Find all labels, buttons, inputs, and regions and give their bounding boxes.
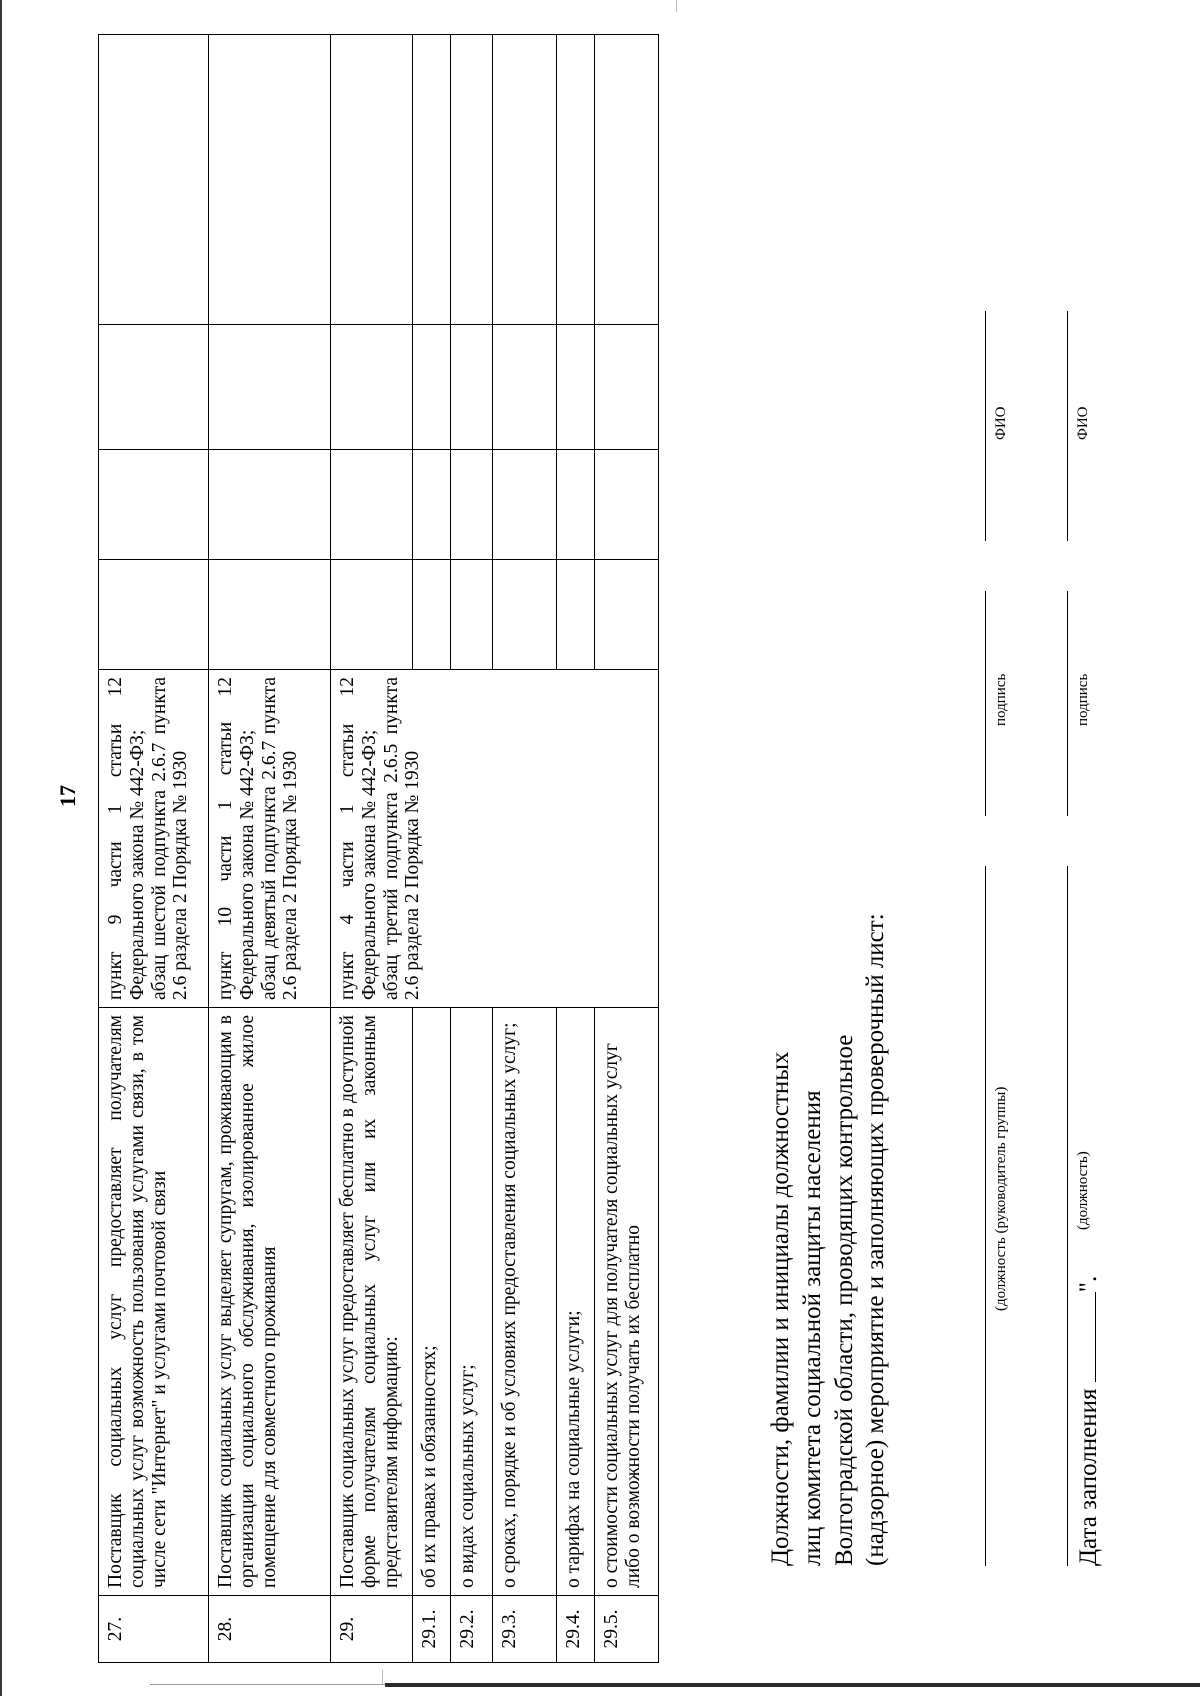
row-number: 29.2. (451, 1596, 493, 1663)
signer-2-signature-line[interactable] (1067, 591, 1068, 816)
answer-no-cell[interactable] (595, 450, 659, 560)
checklist-table (98, 34, 659, 1663)
signer-1-name-line[interactable] (985, 311, 986, 541)
table-row (209, 35, 331, 1663)
answer-yes-cell[interactable] (99, 560, 209, 670)
answer-na-cell[interactable] (595, 325, 659, 450)
signer-2-name-line[interactable] (1067, 311, 1068, 541)
answer-yes-cell[interactable] (595, 560, 659, 670)
note-cell[interactable] (595, 35, 659, 325)
answer-na-cell[interactable] (331, 325, 413, 450)
row-number: 29.4. (557, 1596, 595, 1663)
signer-2-signature-caption: подпись (1075, 673, 1091, 726)
row-number: 29.3. (493, 1596, 557, 1663)
fill-date-label: Дата заполнения (1075, 1388, 1102, 1566)
fill-date-suffix: . (1075, 1275, 1102, 1283)
answer-no-cell[interactable] (557, 450, 595, 560)
signer-1-name-caption: ФИО (993, 406, 1009, 440)
signers-heading-line: Должности, фамилии и инициалы должностных (767, 1051, 794, 1566)
requirement-text: о сроках, порядке и об условиях предоставления социальных услуг; (493, 1008, 557, 1596)
answer-no-cell[interactable] (493, 450, 557, 560)
answer-no-cell[interactable] (209, 450, 331, 560)
note-cell[interactable] (557, 35, 595, 325)
row-number: 29.1. (413, 1596, 451, 1663)
legal-basis-line: абзац шестой подпункта 2.6.7 пункта 2.6 раздела 2 Порядка № 1930 (148, 677, 192, 1000)
requirement-text: о стоимости социальных услуг для получателя социальных услуг либо о возможности получать их бесплатно (595, 1008, 659, 1596)
signer-1-signature-caption: подпись (993, 673, 1009, 726)
signer-2-name-caption: ФИО (1075, 406, 1091, 440)
note-cell[interactable] (331, 35, 413, 325)
table-row (99, 35, 209, 1663)
answer-yes-cell[interactable] (557, 560, 595, 670)
signers-heading-line: (надзорное) мероприятие и заполняющих проверочный лист: (862, 913, 890, 1566)
note-cell[interactable] (451, 35, 493, 325)
signer-1-position-line[interactable] (985, 866, 986, 1566)
answer-no-cell[interactable] (99, 450, 209, 560)
answer-yes-cell[interactable] (331, 560, 413, 670)
answer-no-cell[interactable] (331, 450, 413, 560)
signer-2-position-line[interactable] (1067, 866, 1068, 1566)
signer-2-position-caption: (должность) (1075, 1151, 1091, 1230)
page-number: 17 (55, 785, 80, 807)
requirement-text: Поставщик социальных услуг выделяет супругам, проживающим в организации социального обслуживания, изолированное жилое помещение для совместного проживания (209, 1008, 331, 1596)
legal-basis (99, 670, 209, 1008)
note-cell[interactable] (209, 35, 331, 325)
requirement-text: о видах социальных услуг; (451, 1008, 493, 1596)
answer-no-cell[interactable] (451, 450, 493, 560)
answer-na-cell[interactable] (413, 325, 451, 450)
requirement-text: о тарифах на социальные услуги; (557, 1008, 595, 1596)
signer-1-signature-line[interactable] (985, 591, 986, 816)
signers-heading-line: Волгоградской области, проводящих контрольное (830, 1034, 858, 1566)
answer-na-cell[interactable] (99, 325, 209, 450)
fill-date-blank[interactable] (1075, 1292, 1096, 1382)
note-cell[interactable] (493, 35, 557, 325)
table-row (331, 35, 413, 1663)
fill-date-quote: " (1075, 1282, 1102, 1293)
row-number: 27. (99, 1596, 209, 1663)
requirement-text: об их правах и обязанностях; (413, 1008, 451, 1596)
row-number: 28. (209, 1596, 331, 1663)
answer-na-cell[interactable] (451, 325, 493, 450)
signers-heading-line: лиц комитета социальной защиты населения (798, 1090, 826, 1566)
answer-yes-cell[interactable] (209, 560, 331, 670)
answer-yes-cell[interactable] (413, 560, 451, 670)
answer-no-cell[interactable] (413, 450, 451, 560)
legal-basis-line: пункт 4 части 1 статьи 12 Федерального закона № 442-ФЗ; (337, 677, 380, 1000)
answer-na-cell[interactable] (493, 325, 557, 450)
row-number: 29. (331, 1596, 413, 1663)
answer-yes-cell[interactable] (493, 560, 557, 670)
answer-yes-cell[interactable] (451, 560, 493, 670)
signers-heading (765, 666, 892, 1566)
answer-na-cell[interactable] (557, 325, 595, 450)
legal-basis-line: абзац третий подпункта 2.6.5 пункта 2.6 раздела 2 Порядка № 1930 (380, 677, 424, 1000)
legal-basis-line: пункт 9 части 1 статьи 12 Федерального закона № 442-ФЗ; (105, 677, 148, 1000)
fill-date-field (1075, 1276, 1103, 1566)
requirement-text: Поставщик социальных услуг предоставляет получателям социальных услуг возможность пользования услугами связи, в том числе сети "Интернет" и услугами почтовой связи (99, 1008, 209, 1596)
requirement-text: Поставщик социальных услуг предоставляет бесплатно в доступной форме получателям социальных услуг или их законным представителям информацию: (331, 1008, 413, 1596)
legal-basis (331, 670, 659, 1008)
row-number: 29.5. (595, 1596, 659, 1663)
signer-1-position-caption: (должность (руководитель группы) (993, 1086, 1009, 1311)
note-cell[interactable] (99, 35, 209, 325)
legal-basis-line: абзац девятый подпункта 2.6.7 пункта 2.6 раздела 2 Порядка № 1930 (258, 677, 302, 1000)
note-cell[interactable] (413, 35, 451, 325)
answer-na-cell[interactable] (209, 325, 331, 450)
legal-basis-line: пункт 10 части 1 статьи 12 Федерального закона № 442-ФЗ; (215, 677, 258, 1000)
legal-basis (209, 670, 331, 1008)
